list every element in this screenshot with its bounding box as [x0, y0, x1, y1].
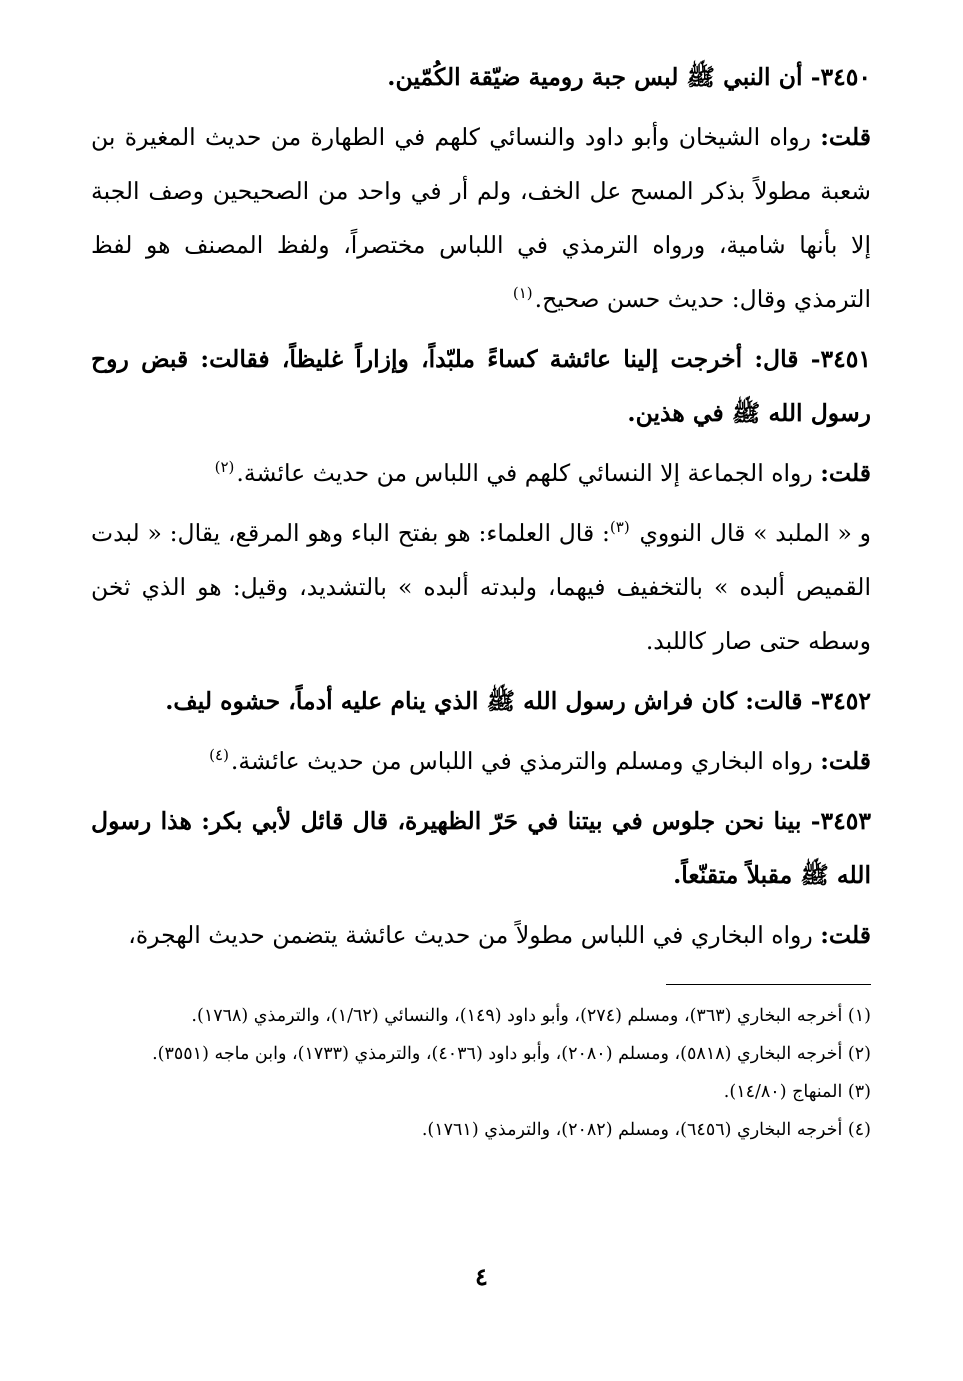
commentary-text: رواه البخاري في اللباس مطولاً من حديث عائشة يتضمن حديث الهجرة،	[128, 921, 813, 949]
hadith-number: ٣٤٥٣-	[810, 807, 871, 835]
qult-label: قلت:	[820, 459, 871, 487]
hadith-number: ٣٤٥٠-	[810, 63, 871, 91]
footnote-ref-1[interactable]: (١)	[512, 284, 533, 302]
qult-label: قلت:	[820, 921, 871, 949]
hadith-text: بينا نحن جلوس في بيتنا في حَرّ الظهيرة، قال قائل لأبي بكر: هذا رسول الله ﷺ مقبلاً متقنّعاً.	[91, 807, 871, 889]
hadith-number: ٣٤٥٢-	[810, 687, 871, 715]
hadith-3452	[91, 674, 871, 728]
hadith-3453	[91, 794, 871, 902]
qult-label: قلت:	[820, 123, 871, 151]
hadith-text: قال: أخرجت إلينا عائشة كساءً ملبّداً، وإزاراً غليظاً، فقالت: قبض روح رسول الله ﷺ في هذين.	[91, 345, 871, 427]
explanation-intro: و « الملبد » قال النووي	[639, 519, 871, 547]
commentary-3450	[91, 110, 871, 326]
commentary-3453	[91, 908, 871, 962]
hadith-3450	[91, 50, 871, 104]
commentary-text: رواه الجماعة إلا النسائي كلهم في اللباس من حديث عائشة.	[236, 459, 813, 487]
page-number: ٤	[475, 1262, 488, 1291]
footnotes	[91, 1000, 871, 1152]
main-text	[91, 50, 871, 968]
hadith-text: قالت: كان فراش رسول الله ﷺ الذي ينام عليه أدماً، حشوه ليف.	[165, 687, 803, 715]
hadith-text: أن النبي ﷺ لبس جبة رومية ضيّقة الكُمّين.	[387, 63, 803, 91]
footnote-3: (٣) المنهاج (١٤/٨٠).	[723, 1082, 871, 1102]
footnote-ref-3[interactable]: (٣)	[609, 518, 630, 536]
explanation-mulabbad	[91, 506, 871, 668]
commentary-text: رواه الشيخان وأبو داود والنسائي كلهم في الطهارة من حديث المغيرة بن شعبة مطولاً بذكر المسح عل الخف، ولم أر في واحد من الصحيحين وصف الجبة إلا بأنها شامية، ورواه الترمذي في اللباس مختصراً، ولفظ المصنف هو لفظ الترمذي وقال: حديث حسن صحيح.	[91, 123, 871, 313]
footnote-2: (٢) أخرجه البخاري (٥٨١٨)، ومسلم (٢٠٨٠)، وأبو داود (٤٠٣٦)، والترمذي (١٧٣٣)، وابن ماجه (٣٥٥١).	[152, 1044, 871, 1064]
footnote-4: (٤) أخرجه البخاري (٦٤٥٦)، ومسلم (٢٠٨٢)، والترمذي (١٧٦١).	[421, 1120, 871, 1140]
footnote-1: (١) أخرجه البخاري (٣٦٣)، ومسلم (٢٧٤)، وأبو داود (١٤٩)، والنسائي (١/٦٢)، والترمذي (١٧٦٨).	[191, 1006, 871, 1026]
commentary-3451	[91, 446, 871, 500]
qult-label: قلت:	[820, 747, 871, 775]
commentary-3452	[91, 734, 871, 788]
footnote-separator	[666, 984, 871, 985]
hadith-3451	[91, 332, 871, 440]
footnote-ref-2[interactable]: (٢)	[214, 458, 235, 476]
hadith-number: ٣٤٥١-	[810, 345, 871, 373]
commentary-text: رواه البخاري ومسلم والترمذي في اللباس من حديث عائشة.	[230, 747, 813, 775]
footnote-ref-4[interactable]: (٤)	[209, 746, 229, 764]
explanation-text: : قال العلماء: هو بفتح الباء وهو المرقع، يقال: « لبدت القميص ألبده » بالتخفيف فيهما، ولبدته ألبده » بالتشديد، وقيل: هو الذي ثخن وسطه حتى صار كاللبد.	[91, 519, 871, 655]
